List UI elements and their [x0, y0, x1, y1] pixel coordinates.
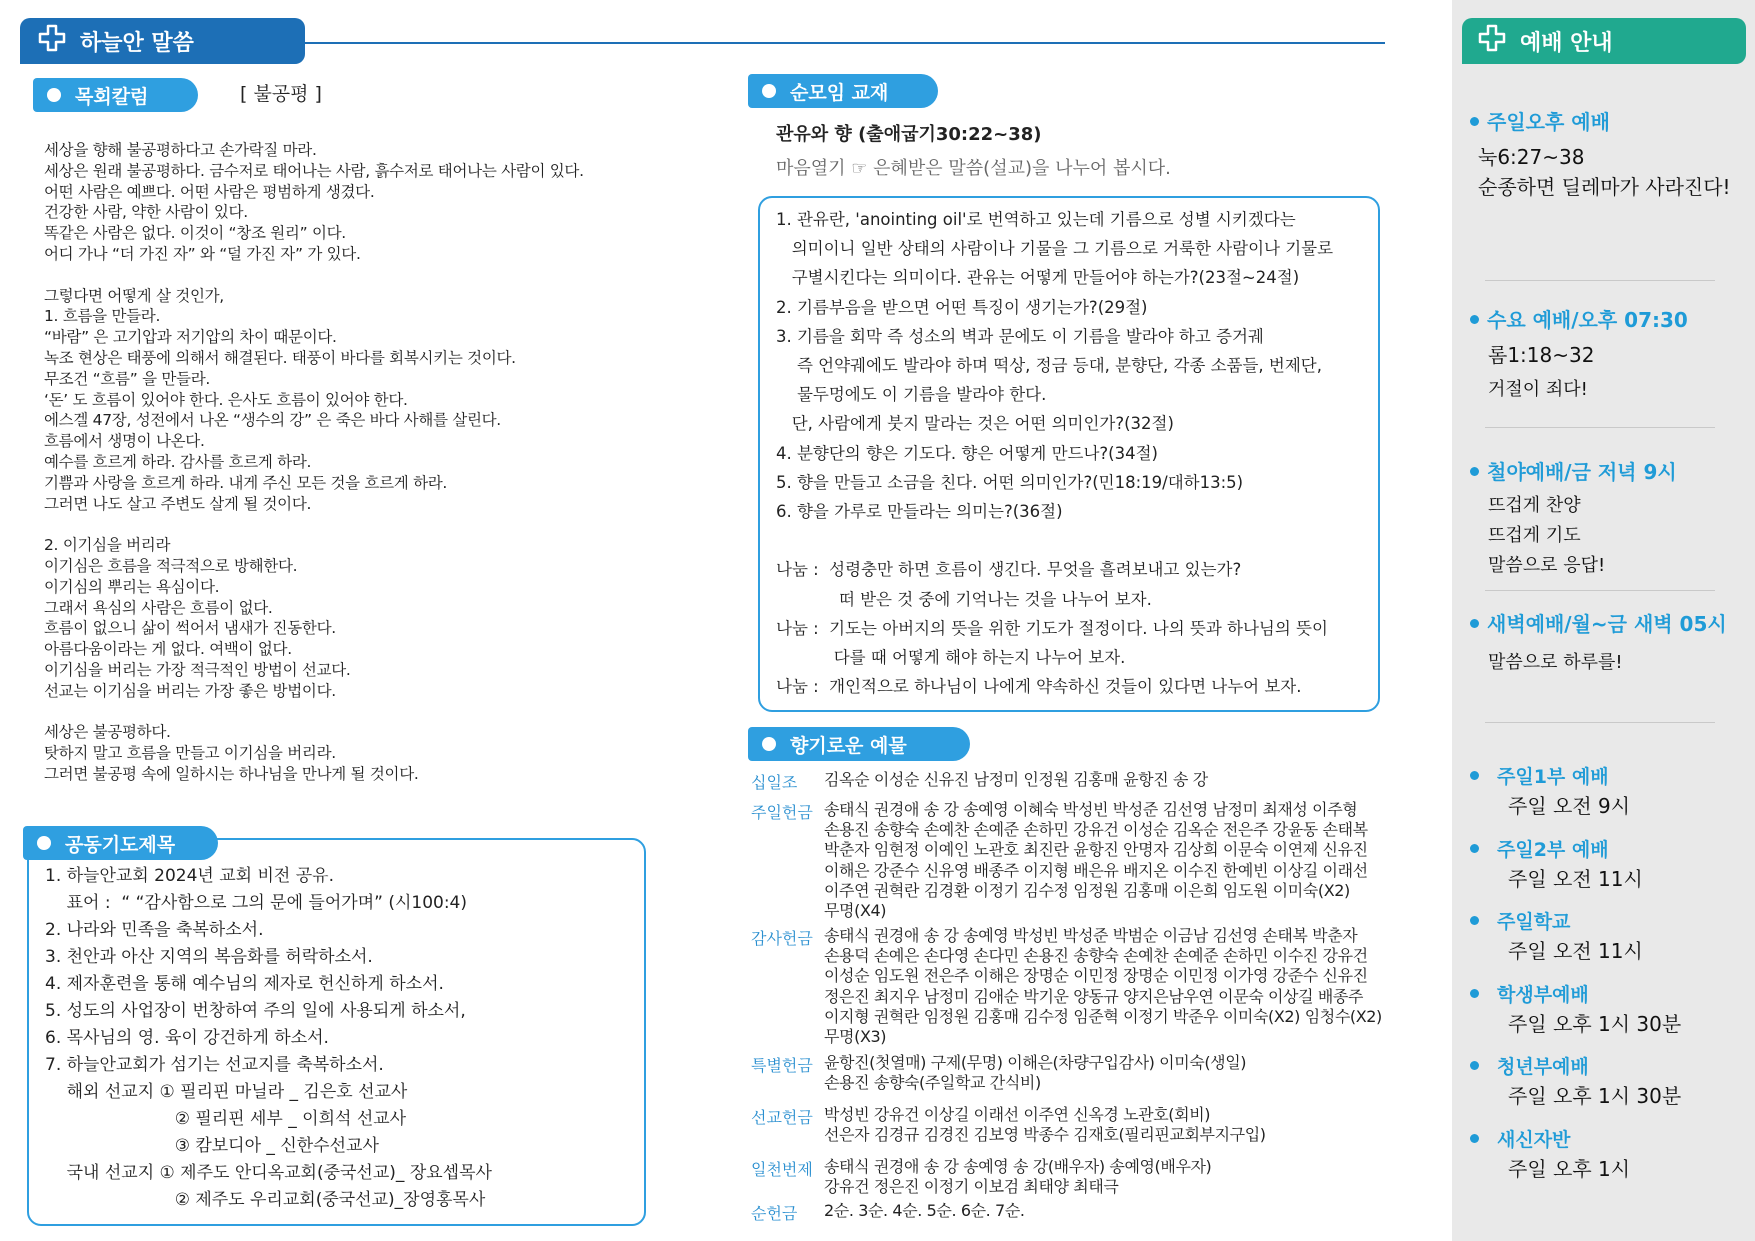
worship-title-text: 주일오후 예배	[1487, 110, 1610, 134]
cell-line: 나눔 : 기도는 아버지의 뜻을 위한 기도가 절정이다. 나의 뜻과 하나님의 뜻이	[776, 618, 1328, 638]
worship-line: 말씀으로 하루를!	[1488, 652, 1623, 673]
cell-line: 3. 기름을 회막 즉 성소의 벽과 문에도 이 기름을 발라야 하고 증거궤	[776, 326, 1264, 346]
cell-line: 5. 향을 만들고 소금을 친다. 어떤 의미인가?(민18:19/대하13:5)	[776, 472, 1244, 492]
worship-title-text: 새벽예배/월~금 새벽 05시	[1487, 612, 1727, 636]
worship-title	[1470, 608, 1727, 637]
cell-line: 즉 언약궤에도 발라야 하며 떡상, 정금 등대, 분향단, 각종 소품들, 번제단,	[776, 356, 1322, 375]
offering-names: 무명(X4)	[824, 901, 887, 920]
column-line: 세상은 불공평하다.	[44, 723, 171, 742]
cell-line: 의미이니 일반 상태의 사람이나 기물을 그 기름으로 거룩한 사람이나 기물로	[776, 239, 1334, 259]
cell-title: 관유와 향 (출애굽기30:22~38)	[776, 124, 1042, 145]
offering-names: 이해은 강준수 신유영 배종주 이지형 배은유 배지온 이수진 한예빈 이상길 이래선	[824, 860, 1368, 880]
column-line: 세상을 향해 불공평하다고 손가락질 마라.	[44, 141, 317, 159]
cell-line: 4. 분향단의 향은 기도다. 향은 어떻게 만드나?(34절)	[776, 443, 1158, 463]
bullet-icon	[1470, 916, 1479, 925]
offering-names: 송태식 권경애 송 강 송예영 이혜숙 박성빈 박성준 김선영 남정미 최재성 이주형	[824, 800, 1358, 819]
schedule-time: 주일 오전 11시	[1508, 939, 1643, 963]
schedule-title-text: 새신자반	[1497, 1128, 1571, 1151]
offering-names: 이성순 임도원 전은주 이해은 장명순 이민정 장명순 이민정 이가영 강준수 신유진	[824, 966, 1368, 986]
offering-names: 무명(X3)	[824, 1027, 887, 1046]
column-line: 그러면 나도 살고 주변도 살게 될 것이다.	[44, 494, 312, 513]
offering-names: 선은자 김경규 김경진 김보영 박종수 김재호(필리핀교회부지구입)	[824, 1125, 1266, 1145]
column-line: 흐름이 없으니 삶이 썩어서 냄새가 진동한다.	[44, 619, 336, 638]
prayer-line: 2. 나라와 민족을 축복하소서.	[45, 920, 264, 940]
column-subtitle: [ 불공평 ]	[240, 83, 322, 105]
column-line: 어떤 사람은 예쁘다. 어떤 사람은 평범하게 생겼다.	[44, 182, 375, 201]
sidebar-divider	[1485, 427, 1715, 428]
offering-names: 윤항진(첫열매) 구제(무명) 이해은(차량구입감사) 이미숙(생일)	[824, 1053, 1247, 1072]
schedule-time: 주일 오후 1시 30분	[1508, 1011, 1682, 1036]
offering-names: 손용덕 손예은 손다영 손다민 손용진 송향숙 손예찬 손예준 손하민 이수진 강유건	[824, 946, 1368, 966]
schedule-title	[1470, 980, 1589, 1007]
offering-names: 정은진 최지우 남정미 김애순 박기운 양동규 양지은남우연 이문숙 이상길 배종주	[824, 986, 1364, 1006]
offering-names: 2순. 3순. 4순. 5순. 6순. 7순.	[824, 1201, 1025, 1220]
worship-title	[1470, 106, 1610, 135]
prayer-line: 4. 제자훈련을 통해 예수님의 제자로 헌신하게 하소서.	[45, 974, 444, 994]
bullet-icon	[1470, 315, 1479, 324]
bullet-icon	[37, 836, 51, 850]
prayer-line: ② 필리핀 세부 _ 이희석 선교사	[45, 1109, 407, 1129]
offering-category: 일천번제	[751, 1160, 813, 1179]
cell-line: 떠 받은 것 중에 기억나는 것을 나누어 보자.	[776, 589, 1152, 609]
schedule-title	[1470, 1052, 1589, 1079]
prayer-line: 해외 선교지 ① 필리핀 마닐라 _ 김은호 선교사	[45, 1082, 408, 1102]
column-line: 이기심은 흐름을 적극적으로 방해한다.	[44, 557, 298, 575]
offering-category: 선교헌금	[751, 1108, 813, 1127]
prayer-line: 7. 하늘안교회가 섬기는 선교지를 축복하소서.	[45, 1055, 384, 1075]
offering-names: 이지형 권혁란 임정원 김홍매 김수정 임준혁 이정기 박준우 이미숙(X2) 임청수(X2)	[824, 1006, 1382, 1026]
sidebar-banner	[1462, 18, 1746, 64]
schedule-title-text: 주일2부 예배	[1497, 838, 1609, 861]
column-line: 흐름에서 생명이 나온다.	[44, 432, 205, 451]
schedule-time: 주일 오전 11시	[1508, 866, 1643, 891]
sidebar-title: 예배 안내	[1520, 30, 1613, 56]
column-line: 녹조 현상은 태풍에 의해서 해결된다. 태풍이 바다를 회복시키는 것이다.	[44, 349, 516, 367]
column-line: 그러면 불공평 속에 일하시는 하나님을 만나게 될 것이다.	[44, 765, 419, 783]
worship-title	[1470, 456, 1677, 485]
offering-names: 송태식 권경애 송 강 송예영 송 강(배우자) 송예영(배우자)	[824, 1157, 1212, 1176]
column-line: “바람” 은 고기압과 저기압의 차이 때문이다.	[44, 328, 337, 347]
column-line: 무조건 “흐름” 을 만들라.	[44, 369, 211, 388]
sidebar-divider	[1485, 590, 1715, 591]
column-line: 이기심을 버리는 가장 적극적인 방법이 선교다.	[44, 661, 351, 679]
worship-line: 말씀으로 응답!	[1488, 555, 1606, 576]
header-title: 하늘안 말씀	[80, 30, 194, 56]
column-line: 예수를 흐르게 하라. 감사를 흐르게 하라.	[44, 453, 312, 471]
worship-line: 눅6:27~38	[1478, 145, 1585, 169]
cell-label: 순모임 교재	[748, 74, 938, 108]
bullet-icon	[1470, 1061, 1479, 1070]
column-label: 목회칼럼	[33, 78, 198, 112]
column-line: 아름다움이라는 게 없다. 여백이 없다.	[44, 640, 292, 659]
schedule-title	[1470, 907, 1570, 934]
bullet-icon	[1470, 989, 1479, 998]
column-line: 그래서 욕심의 사람은 흐름이 없다.	[44, 598, 273, 617]
cell-line: 구별시킨다는 의미이다. 관유는 어떻게 만들어야 하는가?(23절~24절)	[776, 268, 1300, 288]
bullet-icon	[1470, 771, 1479, 780]
column-line: 이기심의 뿌리는 욕심이다.	[44, 577, 220, 596]
prayer-line: ③ 캄보디아 _ 신한수선교사	[45, 1136, 379, 1156]
cell-line: 단, 사람에게 붓지 말라는 것은 어떤 의미인가?(32절)	[776, 414, 1174, 434]
bullet-icon	[762, 84, 776, 98]
column-line: 그렇다면 어떻게 살 것인가,	[44, 286, 224, 305]
column-line: 기쁨과 사랑을 흐르게 하라. 내게 주신 모든 것을 흐르게 하라.	[44, 473, 448, 492]
bullet-icon	[762, 737, 776, 751]
column-line: 어디 가나 “더 가진 자” 와 “덜 가진 자” 가 있다.	[44, 245, 361, 263]
cell-line: 나눔 : 개인적으로 하나님이 나에게 약속하신 것들이 있다면 나누어 보자.	[776, 677, 1302, 697]
offering-names: 송태식 권경애 송 강 송예영 박성빈 박성준 박범순 이금남 김선영 손태복 박춘자	[824, 926, 1358, 945]
offering-label: 향기로운 예물	[748, 727, 970, 761]
schedule-time: 주일 오전 9시	[1508, 794, 1631, 818]
offering-names: 박성빈 강유건 이상길 이래선 이주연 신옥경 노관호(회비)	[824, 1105, 1211, 1124]
prayer-line: 5. 성도의 사업장이 번창하여 주의 일에 사용되게 하소서,	[45, 1001, 466, 1021]
prayer-line: 표어 : “ “감사함으로 그의 문에 들어가며” (시100:4)	[45, 893, 468, 913]
offering-category: 십일조	[751, 773, 798, 792]
worship-line: 롬1:18~32	[1488, 343, 1595, 367]
prayer-line: ② 제주도 우리교회(중국선교)_장영홍목사	[45, 1190, 486, 1210]
cell-line: 다를 때 어떻게 해야 하는지 나누어 보자.	[776, 648, 1126, 667]
offering-names: 강유건 정은진 이정기 이보검 최태양 최태극	[824, 1177, 1119, 1197]
column-line: 에스겔 47장, 성전에서 나온 “생수의 강” 은 죽은 바다 사해를 살린다.	[44, 411, 501, 430]
cross-icon	[38, 24, 66, 58]
offering-category: 순헌금	[751, 1204, 798, 1223]
cell-line: 나눔 : 성령충만 하면 흐름이 생긴다. 무엇을 흘려보내고 있는가?	[776, 560, 1242, 580]
schedule-title-text: 주일1부 예배	[1497, 766, 1609, 788]
cell-subtitle: 마음열기 ☞ 은혜받은 말씀(설교)을 나누어 봅시다.	[776, 158, 1171, 179]
bullet-icon	[1470, 117, 1479, 126]
prayer-line: 6. 목사님의 영. 육이 강건하게 하소서.	[45, 1028, 329, 1048]
cross-icon	[1478, 24, 1506, 58]
prayer-line: 3. 천안과 아산 지역의 복음화를 허락하소서.	[45, 947, 373, 967]
schedule-title-text: 학생부예배	[1497, 983, 1589, 1006]
offering-names: 박춘자 임현정 이예인 노관호 최진란 윤항진 안명자 김상희 이문숙 이연제 신유진	[824, 840, 1368, 860]
header-rule	[300, 42, 1385, 44]
column-line: 똑같은 사람은 없다. 이것이 “창조 원리” 이다.	[44, 224, 346, 243]
cell-line: 물두멍에도 이 기름을 발라야 한다.	[776, 385, 1047, 405]
offering-category: 감사헌금	[751, 929, 813, 948]
schedule-time: 주일 오후 1시	[1508, 1156, 1631, 1181]
column-line: 2. 이기심을 버리라	[44, 536, 171, 555]
bullet-icon	[1470, 619, 1479, 628]
column-line: 건강한 사람, 약한 사람이 있다.	[44, 203, 248, 222]
sidebar-divider	[1485, 280, 1715, 281]
offering-names: 손용진 송향숙 손예찬 손예준 손하민 강유건 이성순 김옥순 전은주 강윤동 손태복	[824, 820, 1368, 840]
worship-title-text: 철야예배/금 저녁 9시	[1487, 460, 1677, 484]
sidebar-divider	[1485, 722, 1715, 723]
offering-category: 주일헌금	[751, 803, 813, 822]
worship-title-text: 수요 예배/오후 07:30	[1487, 308, 1688, 332]
prayer-line: 1. 하늘안교회 2024년 교회 비전 공유.	[45, 866, 334, 886]
schedule-title-text: 청년부예배	[1497, 1056, 1589, 1078]
prayer-line: 국내 선교지 ① 제주도 안디옥교회(중국선교)_ 장요셉목사	[45, 1163, 492, 1183]
schedule-time: 주일 오후 1시 30분	[1508, 1084, 1682, 1108]
column-line: 탓하지 말고 흐름을 만들고 이기심을 버리라.	[44, 744, 336, 763]
cell-line: 2. 기름부음을 받으면 어떤 특징이 생기는가?(29절)	[776, 297, 1148, 317]
worship-line: 순종하면 딜레마가 사라진다!	[1478, 175, 1731, 199]
cell-line: 6. 향을 가루로 만들라는 의미는?(36절)	[776, 502, 1063, 521]
column-line: 세상은 원래 불공평하다. 금수저로 태어나는 사람, 흙수저로 태어나는 사람이 있다.	[44, 161, 584, 180]
prayer-label: 공동기도제목	[23, 826, 218, 860]
bullet-icon	[1470, 1134, 1479, 1143]
column-line: ‘돈’ 도 흐름이 있어야 한다. 은사도 흐름이 있어야 한다.	[44, 390, 408, 409]
schedule-title-text: 주일학교	[1497, 911, 1571, 933]
bullet-icon	[1470, 467, 1479, 476]
worship-title	[1470, 304, 1688, 333]
schedule-title	[1470, 835, 1609, 862]
cell-line: 1. 관유란, 'anointing oil'로 번역하고 있는데 기름으로 성별 시키겠다는	[776, 210, 1296, 229]
schedule-title	[1470, 762, 1609, 789]
offering-names: 김옥순 이성순 신유진 남정미 인정원 김홍매 윤항진 송 강	[824, 770, 1208, 789]
bullet-icon	[47, 88, 61, 102]
column-line: 선교는 이기심을 버리는 가장 좋은 방법이다.	[44, 681, 336, 700]
offering-names: 이주연 권혁란 김경환 이정기 김수정 임정원 김홍매 이은희 임도원 이미숙(X2)	[824, 880, 1350, 900]
worship-line: 뜨겁게 기도	[1488, 525, 1581, 546]
bullet-icon	[1470, 844, 1479, 853]
worship-line: 뜨겁게 찬양	[1488, 495, 1581, 516]
offering-names: 손용진 송향숙(주일학교 간식비)	[824, 1073, 1041, 1093]
schedule-title	[1470, 1125, 1570, 1152]
column-line: 1. 흐름을 만들라.	[44, 307, 161, 326]
offering-category: 특별헌금	[751, 1056, 813, 1075]
header-banner	[20, 18, 305, 64]
worship-line: 거절이 죄다!	[1488, 379, 1588, 400]
